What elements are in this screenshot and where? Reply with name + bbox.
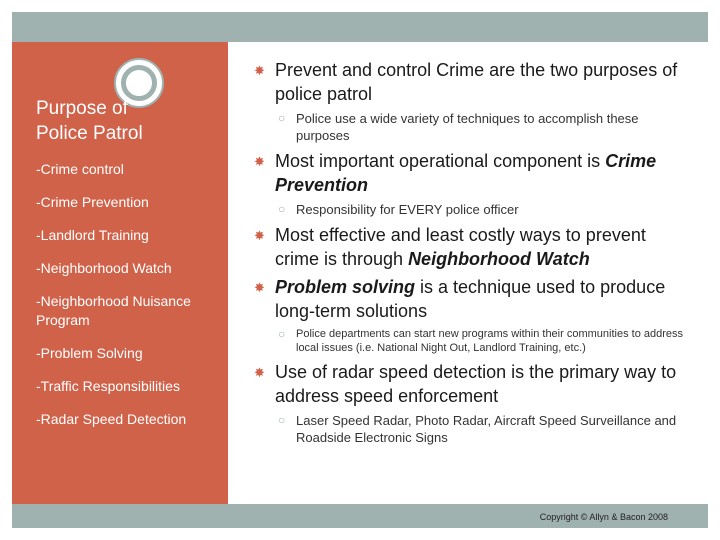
bullet-2 xyxy=(254,149,694,197)
bottom-band xyxy=(12,504,708,528)
bullet-3-emphasis: Neighborhood Watch xyxy=(408,249,590,269)
circle-bullet-icon: ○ xyxy=(278,327,286,341)
star-bullet-icon: ✸ xyxy=(254,63,265,78)
circle-bullet-icon: ○ xyxy=(278,111,286,125)
bullet-1-text: Prevent and control Crime are the two purposes of police patrol xyxy=(275,60,678,104)
bullet-4-sub xyxy=(254,327,694,355)
left-item-landlord-training: -Landlord Training xyxy=(36,227,149,243)
left-item-neighborhood-watch: -Neighborhood Watch xyxy=(36,260,172,276)
circle-bullet-icon: ○ xyxy=(278,413,286,427)
bullet-5-sub-text: Laser Speed Radar, Photo Radar, Aircraft Speed Surveillance and Roadside Electronic Signs xyxy=(296,413,677,445)
left-item-problem-solving: -Problem Solving xyxy=(36,345,143,361)
bullet-4-emphasis: Problem solving xyxy=(275,277,416,297)
bullet-5-text: Use of radar speed detection is the primary way to address speed enforcement xyxy=(275,362,677,406)
copyright-text: Copyright © Allyn & Bacon 2008 xyxy=(539,512,668,522)
star-bullet-icon: ✸ xyxy=(254,280,265,295)
bullet-2-sub xyxy=(254,201,694,218)
left-topic-list xyxy=(36,160,226,443)
bullet-1-sub xyxy=(254,110,694,144)
bullet-4-sub-text: Police departments can start new programs within their communities to address local issues (i.e. National Night Out, Landlord Training, etc.) xyxy=(296,328,684,354)
bullet-2-text: Most important operational component is xyxy=(275,151,606,171)
circle-bullet-icon: ○ xyxy=(278,202,286,216)
bullet-2-emphasis: Crime Prevention xyxy=(275,151,657,195)
bullet-5 xyxy=(254,360,694,408)
bullet-2-sub-text: Responsibility for EVERY police officer xyxy=(296,202,519,217)
left-title xyxy=(36,96,226,146)
bullet-4 xyxy=(254,275,694,323)
left-item-radar: -Radar Speed Detection xyxy=(36,411,187,427)
star-bullet-icon: ✸ xyxy=(254,154,265,169)
bullet-1-sub-text: Police use a wide variety of techniques to accomplish these purposes xyxy=(296,111,639,143)
left-title-line2: Police Patrol xyxy=(36,123,143,144)
star-bullet-icon: ✸ xyxy=(254,365,265,380)
left-item-nuisance-program: -Neighborhood Nuisance Program xyxy=(36,293,191,328)
bullet-3 xyxy=(254,223,694,271)
bullet-3-text: Most effective and least costly ways to prevent crime is through xyxy=(275,225,646,269)
bullet-4-text: is a technique used to produce long-term solutions xyxy=(275,277,666,321)
left-title-line1: Purpose of xyxy=(36,98,128,119)
bullet-content xyxy=(254,58,694,451)
star-bullet-icon: ✸ xyxy=(254,228,265,243)
left-item-traffic: -Traffic Responsibilities xyxy=(36,378,180,394)
left-item-crime-prevention: -Crime Prevention xyxy=(36,194,149,210)
left-item-crime-control: -Crime control xyxy=(36,161,124,177)
bullet-5-sub xyxy=(254,412,694,446)
top-band xyxy=(12,12,708,42)
bullet-1 xyxy=(254,58,694,106)
